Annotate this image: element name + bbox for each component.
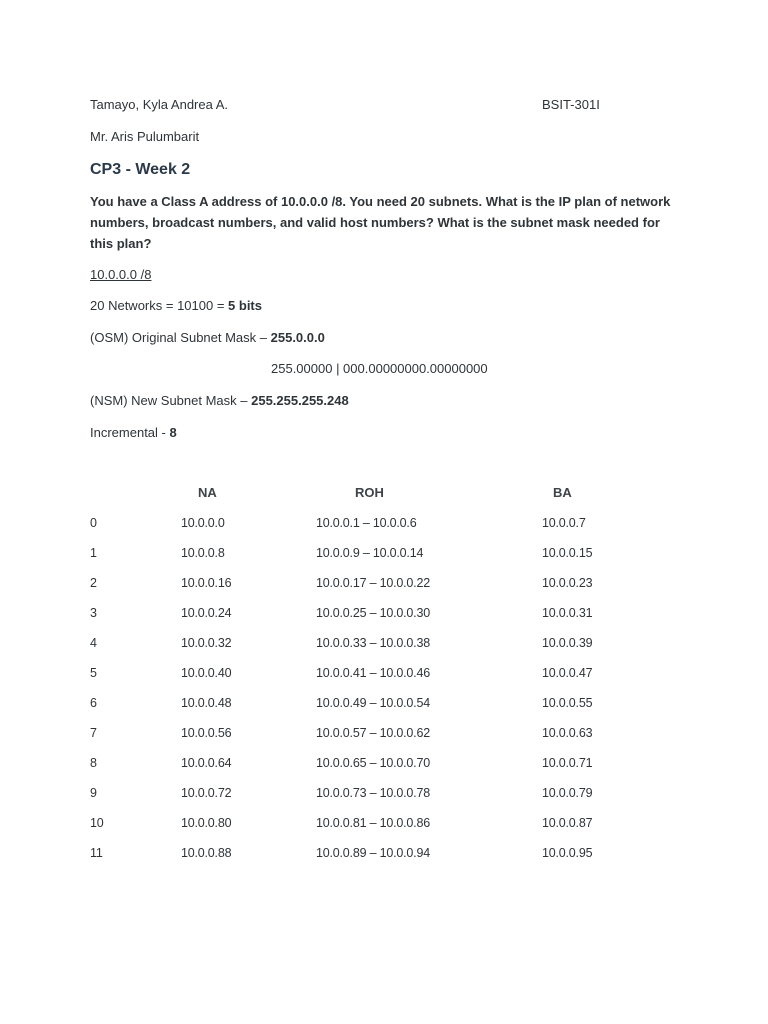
cell-broadcast-address: 10.0.0.23 xyxy=(542,576,593,590)
cell-network-address: 10.0.0.80 xyxy=(181,816,232,830)
cell-network-address: 10.0.0.48 xyxy=(181,696,232,710)
cell-index: 2 xyxy=(90,576,97,590)
cell-index: 1 xyxy=(90,546,97,560)
cell-index: 3 xyxy=(90,606,97,620)
cell-index: 8 xyxy=(90,756,97,770)
osm-label: (OSM) Original Subnet Mask – xyxy=(90,330,271,345)
table-row xyxy=(0,634,768,652)
student-name: Tamayo, Kyla Andrea A. xyxy=(90,97,229,112)
cell-index: 7 xyxy=(90,726,97,740)
table-row xyxy=(0,724,768,742)
table-row xyxy=(0,754,768,772)
networks-label: 20 Networks = 10100 = xyxy=(90,298,229,313)
document-title: CP3 - Week 2 xyxy=(90,161,191,178)
instructor-name: Mr. Aris Pulumbarit xyxy=(90,129,200,144)
cell-broadcast-address: 10.0.0.39 xyxy=(542,636,593,650)
nsm-value: 255.255.255.248 xyxy=(251,393,349,408)
cell-broadcast-address: 10.0.0.47 xyxy=(542,666,593,680)
nsm-label: (NSM) New Subnet Mask – xyxy=(90,393,252,408)
cell-network-address: 10.0.0.40 xyxy=(181,666,232,680)
table-row xyxy=(0,514,768,532)
cell-broadcast-address: 10.0.0.15 xyxy=(542,546,593,560)
cell-host-range: 10.0.0.81 – 10.0.0.86 xyxy=(316,816,430,830)
incremental-line xyxy=(90,424,177,442)
nsm-line xyxy=(90,392,349,410)
class-section: BSIT-301I xyxy=(542,97,600,112)
cell-index: 10 xyxy=(90,816,104,830)
cell-host-range: 10.0.0.9 – 10.0.0.14 xyxy=(316,546,424,560)
table-row xyxy=(0,814,768,832)
table-row xyxy=(0,844,768,862)
cell-broadcast-address: 10.0.0.71 xyxy=(542,756,593,770)
column-header-ba: BA xyxy=(553,485,572,500)
osm-line xyxy=(90,329,325,347)
cell-broadcast-address: 10.0.0.87 xyxy=(542,816,593,830)
cell-network-address: 10.0.0.56 xyxy=(181,726,232,740)
networks-value: 5 bits xyxy=(228,298,262,313)
cell-network-address: 10.0.0.8 xyxy=(181,546,225,560)
cell-host-range: 10.0.0.17 – 10.0.0.22 xyxy=(316,576,430,590)
cell-host-range: 10.0.0.33 – 10.0.0.38 xyxy=(316,636,430,650)
cell-network-address: 10.0.0.88 xyxy=(181,846,232,860)
cell-host-range: 10.0.0.57 – 10.0.0.62 xyxy=(316,726,430,740)
table-row xyxy=(0,784,768,802)
cell-network-address: 10.0.0.64 xyxy=(181,756,232,770)
cell-index: 4 xyxy=(90,636,97,650)
networks-line xyxy=(90,297,262,315)
cell-index: 11 xyxy=(90,846,103,860)
question-text: You have a Class A address of 10.0.0.0 /8. You need 20 subnets. What is the IP plan of network numbers, broadcast numbers, and valid host numbers? What is the subnet mask needed for this plan? xyxy=(90,194,671,251)
table-row xyxy=(0,604,768,622)
cell-network-address: 10.0.0.0 xyxy=(181,516,225,530)
cell-host-range: 10.0.0.1 – 10.0.0.6 xyxy=(316,516,417,530)
cell-index: 9 xyxy=(90,786,97,800)
cell-broadcast-address: 10.0.0.95 xyxy=(542,846,593,860)
cell-index: 6 xyxy=(90,696,97,710)
cell-broadcast-address: 10.0.0.7 xyxy=(542,516,586,530)
cell-network-address: 10.0.0.24 xyxy=(181,606,232,620)
table-row xyxy=(0,574,768,592)
incremental-value: 8 xyxy=(169,425,177,440)
column-header-roh: ROH xyxy=(355,485,384,500)
table-row xyxy=(0,544,768,562)
cell-broadcast-address: 10.0.0.79 xyxy=(542,786,593,800)
cell-broadcast-address: 10.0.0.63 xyxy=(542,726,593,740)
cell-index: 5 xyxy=(90,666,97,680)
table-row xyxy=(0,664,768,682)
binary-mask: 255.00000 | 000.00000000.00000000 xyxy=(271,361,488,376)
column-header-na: NA xyxy=(198,485,217,500)
cell-broadcast-address: 10.0.0.55 xyxy=(542,696,593,710)
cell-network-address: 10.0.0.72 xyxy=(181,786,232,800)
cell-host-range: 10.0.0.73 – 10.0.0.78 xyxy=(316,786,430,800)
incremental-label: Incremental - xyxy=(90,425,170,440)
osm-value: 255.0.0.0 xyxy=(270,330,325,345)
cell-host-range: 10.0.0.65 – 10.0.0.70 xyxy=(316,756,430,770)
cell-host-range: 10.0.0.49 – 10.0.0.54 xyxy=(316,696,430,710)
table-row xyxy=(0,694,768,712)
cell-network-address: 10.0.0.16 xyxy=(181,576,232,590)
cell-network-address: 10.0.0.32 xyxy=(181,636,232,650)
cell-host-range: 10.0.0.89 – 10.0.0.94 xyxy=(316,846,430,860)
cell-host-range: 10.0.0.25 – 10.0.0.30 xyxy=(316,606,430,620)
cell-host-range: 10.0.0.41 – 10.0.0.46 xyxy=(316,666,430,680)
cell-broadcast-address: 10.0.0.31 xyxy=(542,606,593,620)
given-address: 10.0.0.0 /8 xyxy=(90,267,152,282)
cell-index: 0 xyxy=(90,516,97,530)
